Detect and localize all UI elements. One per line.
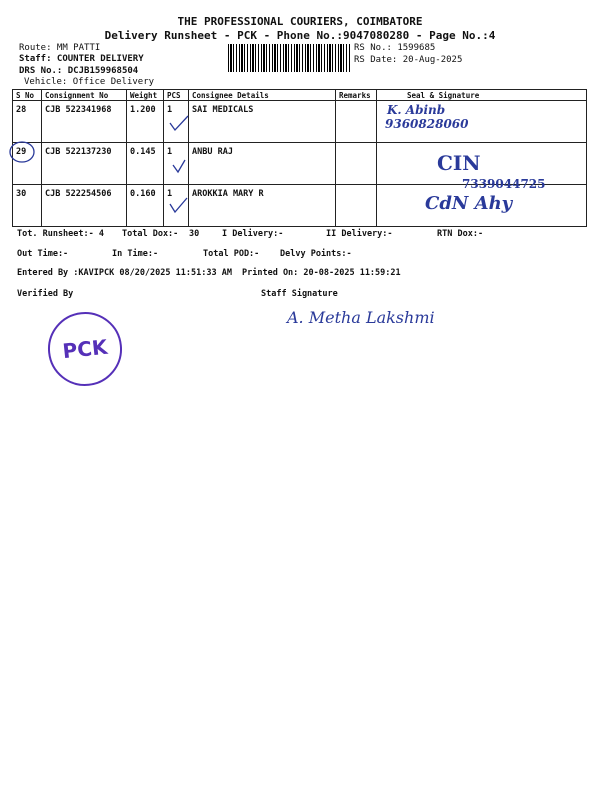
- handwritten-signature: CIN: [437, 151, 481, 175]
- col-sno: S No: [13, 90, 42, 101]
- cell-consignee: SAI MEDICALS: [189, 101, 336, 143]
- handwritten-signature: CdN Ahy: [425, 193, 513, 214]
- in-time: In Time:-: [112, 249, 159, 259]
- staff-signature-label: Staff Signature: [261, 289, 338, 299]
- tot-runsheet: Tot. Runsheet:- 4: [17, 229, 104, 239]
- staff-handwritten-signature: A. Metha Lakshmi: [287, 308, 435, 327]
- out-time: Out Time:-: [17, 249, 69, 259]
- stamp-text: PCK: [61, 334, 109, 364]
- total-pod: Total POD:-: [203, 249, 260, 259]
- circle-mark-icon: [10, 142, 34, 162]
- col-consignee: Consignee Details: [189, 90, 336, 101]
- drs-number: DRS No.: DCJB159968504: [19, 66, 139, 76]
- verified-by: Verified By: [17, 289, 74, 299]
- col-pcs: PCS: [164, 90, 189, 101]
- runsheet-title: Delivery Runsheet - PCK - Phone No.:9047080280 - Page No.:4: [104, 29, 496, 42]
- cell-pcs: 1: [164, 101, 189, 143]
- rtn-dox: RTN Dox:-: [437, 229, 484, 239]
- cell-weight: 0.160: [127, 185, 164, 227]
- printed-on: Printed On: 20-08-2025 11:59:21: [242, 268, 401, 278]
- handwritten-marks: [0, 0, 600, 240]
- checkmark-icon: [170, 198, 187, 212]
- total-dox-value: 30: [189, 229, 200, 239]
- cell-consignment: CJB 522341968: [42, 101, 127, 143]
- route-label: Route: MM PATTI: [19, 43, 101, 53]
- col-remarks: Remarks: [336, 90, 377, 101]
- col-weight: Weight: [127, 90, 164, 101]
- staff-label: Staff: COUNTER DELIVERY: [19, 54, 144, 64]
- vehicle-label: Vehicle: Office Delivery: [24, 77, 155, 87]
- col-seal-signature: Seal & Signature: [377, 90, 587, 101]
- cell-sno: 29: [13, 143, 42, 185]
- rs-number: RS No.: 1599685: [354, 43, 436, 53]
- cell-pcs: 1: [164, 143, 189, 185]
- cell-weight: 0.145: [127, 143, 164, 185]
- cell-consignee: AROKKIA MARY R: [189, 185, 336, 227]
- cell-weight: 1.200: [127, 101, 164, 143]
- handwritten-signature: K. Abinb: [387, 103, 446, 117]
- handwritten-phone: 7339044725: [462, 177, 546, 191]
- cell-sno: 30: [13, 185, 42, 227]
- company-name: THE PROFESSIONAL COURIERS, COIMBATORE: [177, 15, 423, 28]
- cell-sno: 28: [13, 101, 42, 143]
- checkmark-icon: [173, 160, 185, 172]
- rs-date: RS Date: 20-Aug-2025: [354, 55, 463, 65]
- i-delivery: I Delivery:-: [222, 229, 284, 239]
- cell-consignee: ANBU RAJ: [189, 143, 336, 185]
- entered-by: Entered By :KAVIPCK 08/20/2025 11:51:33 AM: [17, 268, 232, 278]
- ii-delivery: II Delivery:-: [326, 229, 393, 239]
- cell-consignment: CJB 522254506: [42, 185, 127, 227]
- cell-pcs: 1: [164, 185, 189, 227]
- pck-stamp: [44, 308, 125, 389]
- checkmark-icon: [170, 116, 188, 130]
- col-consignment: Consignment No: [42, 90, 127, 101]
- total-dox-label: Total Dox:-: [122, 229, 179, 239]
- cell-consignment: CJB 522137230: [42, 143, 127, 185]
- handwritten-phone: 9360828060: [385, 117, 469, 131]
- delvy-points: Delvy Points:-: [280, 249, 352, 259]
